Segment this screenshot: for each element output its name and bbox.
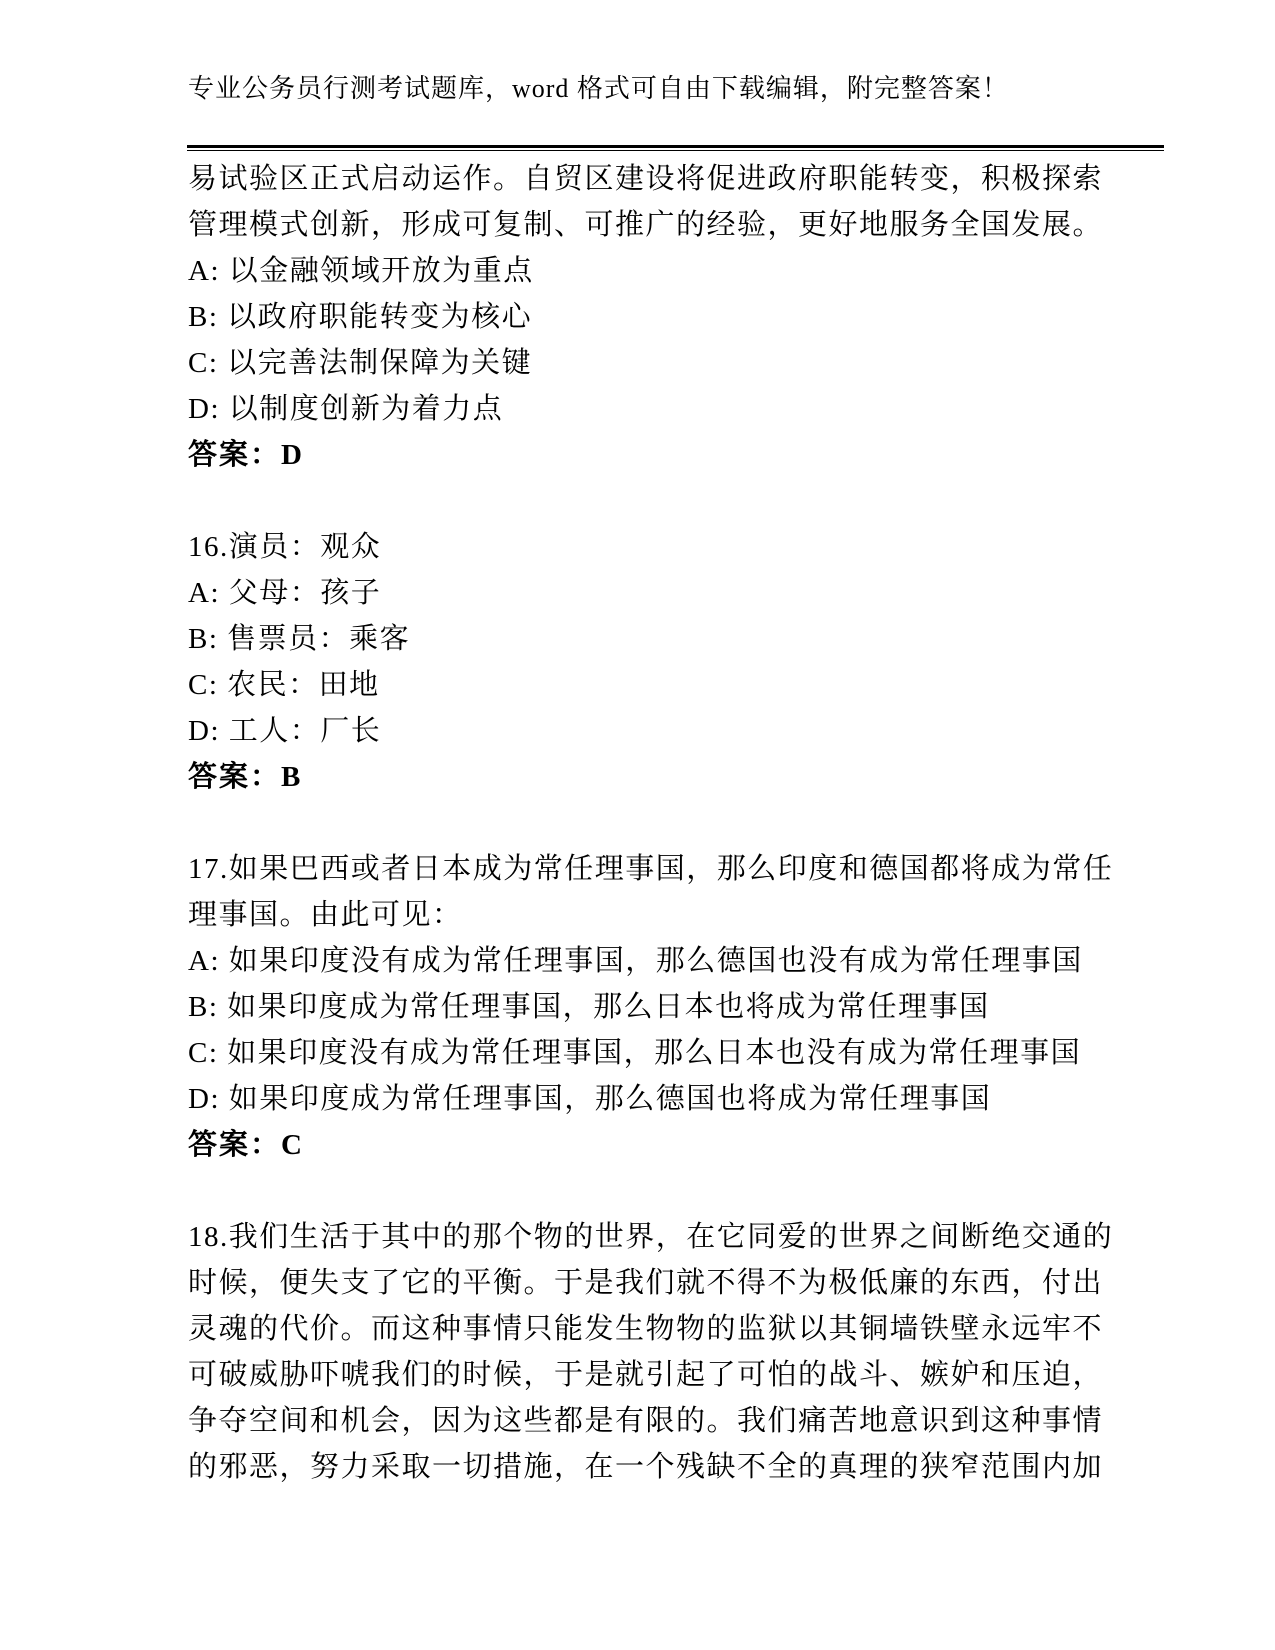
spacer: [188, 478, 1188, 524]
page-header-note: 专业公务员行测考试题库，word 格式可自由下载编辑，附完整答案！: [188, 74, 1009, 103]
spacer: [188, 800, 1188, 846]
question-18-stem-line: 的邪恶，努力采取一切措施，在一个残缺不全的真理的狭窄范围内加: [188, 1451, 1104, 1483]
question-17-stem-line: 17.如果巴西或者日本成为常任理事国，那么印度和德国都将成为常任: [188, 853, 1114, 885]
question-16-block: [188, 524, 1188, 800]
question-18-stem-line: 18.我们生活于其中的那个物的世界，在它同爱的世界之间断绝交通的: [188, 1221, 1114, 1253]
question-15-option-a: A: 以金融领域开放为重点: [188, 255, 534, 287]
document-body: [188, 156, 1188, 1490]
question-18-stem-line: 灵魂的代价。而这种事情只能发生物物的监狱以其铜墙铁壁永远牢不: [188, 1313, 1104, 1345]
question-18-stem-line: 可破威胁吓唬我们的时候，于是就引起了可怕的战斗、嫉妒和压迫，: [188, 1359, 1104, 1391]
question-15-option-b: B: 以政府职能转变为核心: [188, 301, 533, 333]
question-16-stem: 16.演员：观众: [188, 531, 382, 563]
question-18-stem-line: 争夺空间和机会，因为这些都是有限的。我们痛苦地意识到这种事情: [188, 1405, 1104, 1437]
question-16-answer: 答案：B: [188, 761, 303, 793]
question-16-option-b: B: 售票员：乘客: [188, 623, 411, 655]
question-15-option-d: D: 以制度创新为着力点: [188, 393, 504, 425]
question-15-answer: 答案：D: [188, 439, 304, 471]
question-17-option-c: C: 如果印度没有成为常任理事国，那么日本也没有成为常任理事国: [188, 1037, 1082, 1069]
question-17-answer: 答案：C: [188, 1129, 304, 1161]
question-15-block: [188, 156, 1188, 478]
question-17-block: [188, 846, 1188, 1168]
header-divider-rule: [187, 145, 1164, 151]
question-17-stem-line: 理事国。由此可见：: [188, 899, 463, 931]
question-15-continuation-line: 管理模式创新，形成可复制、可推广的经验，更好地服务全国发展。: [188, 209, 1104, 241]
question-18-block: [188, 1214, 1188, 1490]
question-16-option-a: A: 父母：孩子: [188, 577, 382, 609]
question-16-option-c: C: 农民：田地: [188, 669, 380, 701]
question-17-option-b: B: 如果印度成为常任理事国，那么日本也将成为常任理事国: [188, 991, 990, 1023]
question-17-option-d: D: 如果印度成为常任理事国，那么德国也将成为常任理事国: [188, 1083, 992, 1115]
question-17-option-a: A: 如果印度没有成为常任理事国，那么德国也没有成为常任理事国: [188, 945, 1083, 977]
question-16-option-d: D: 工人：厂长: [188, 715, 382, 747]
question-18-stem-line: 时候，便失支了它的平衡。于是我们就不得不为极低廉的东西，付出: [188, 1267, 1104, 1299]
question-15-continuation-line: 易试验区正式启动运作。自贸区建设将促进政府职能转变，积极探索: [188, 163, 1104, 195]
question-15-option-c: C: 以完善法制保障为关键: [188, 347, 533, 379]
spacer: [188, 1168, 1188, 1214]
